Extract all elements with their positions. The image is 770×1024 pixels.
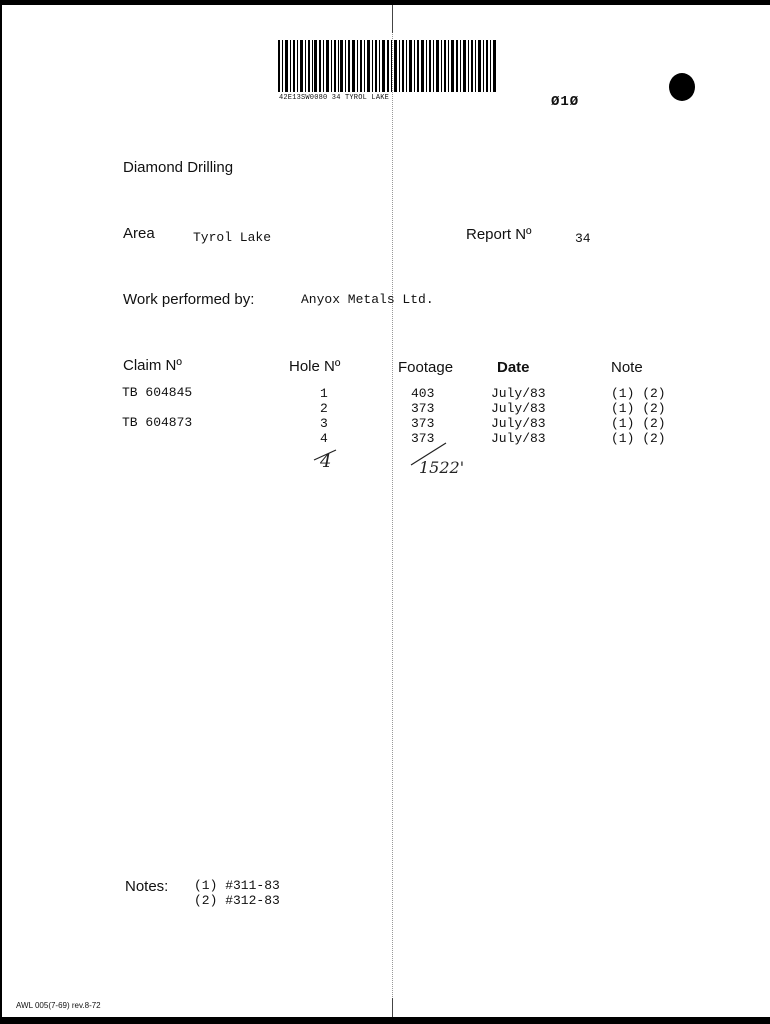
page-border-top (0, 0, 770, 5)
claim-cell: TB 604873 (122, 415, 193, 430)
notes-label: Notes: (125, 878, 169, 895)
page-title: Diamond Drilling (123, 159, 234, 176)
note-cell: (1) (2) (611, 431, 666, 446)
fold-line-top (392, 5, 393, 33)
barcode-caption: 42E13SW0080 34 TYROL LAKE (279, 94, 390, 102)
note-item: (1) #311-83 (194, 878, 280, 893)
footage-cell: 373 (411, 401, 435, 416)
footage-cell: 373 (411, 416, 435, 431)
date-cell: July/83 (491, 386, 546, 401)
header-hole: Hole Nº (289, 358, 341, 375)
date-cell: July/83 (491, 401, 546, 416)
note-cell: (1) (2) (611, 386, 666, 401)
area-label: Area (123, 225, 155, 242)
header-date: Date (497, 359, 530, 376)
work-performed-label: Work performed by: (123, 291, 255, 308)
document-code: Ø1Ø (551, 94, 580, 110)
area-value: Tyrol Lake (193, 230, 272, 245)
hole-cell: 3 (320, 416, 328, 431)
note-item: (2) #312-83 (194, 893, 280, 908)
report-number-value: 34 (575, 231, 591, 246)
hole-cell: 1 (320, 386, 328, 401)
total-footage-handwritten: 1522' (419, 458, 465, 477)
hole-cell: 2 (320, 401, 328, 416)
report-number-label: Report Nº (466, 226, 532, 243)
hole-cell: 4 (320, 431, 328, 446)
date-cell: July/83 (491, 416, 546, 431)
header-claim: Claim Nº (123, 357, 182, 374)
fold-line (392, 5, 393, 1017)
footage-cell: 373 (411, 431, 435, 446)
form-footer: AWL 005(7-69) rev.8-72 (16, 1001, 101, 1010)
fold-line-bottom (392, 998, 393, 1017)
header-note: Note (611, 359, 643, 376)
note-cell: (1) (2) (611, 401, 666, 416)
work-performed-value: Anyox Metals Ltd. (301, 292, 434, 307)
claim-cell: TB 604845 (122, 385, 193, 400)
punch-hole (669, 73, 695, 101)
page-border-bottom (0, 1017, 770, 1024)
date-cell: July/83 (491, 431, 546, 446)
total-holes-handwritten: 4 (320, 451, 332, 472)
page-border-left (0, 0, 2, 1024)
barcode-image (278, 40, 496, 92)
note-cell: (1) (2) (611, 416, 666, 431)
footage-cell: 403 (411, 386, 435, 401)
header-footage: Footage (398, 359, 454, 376)
